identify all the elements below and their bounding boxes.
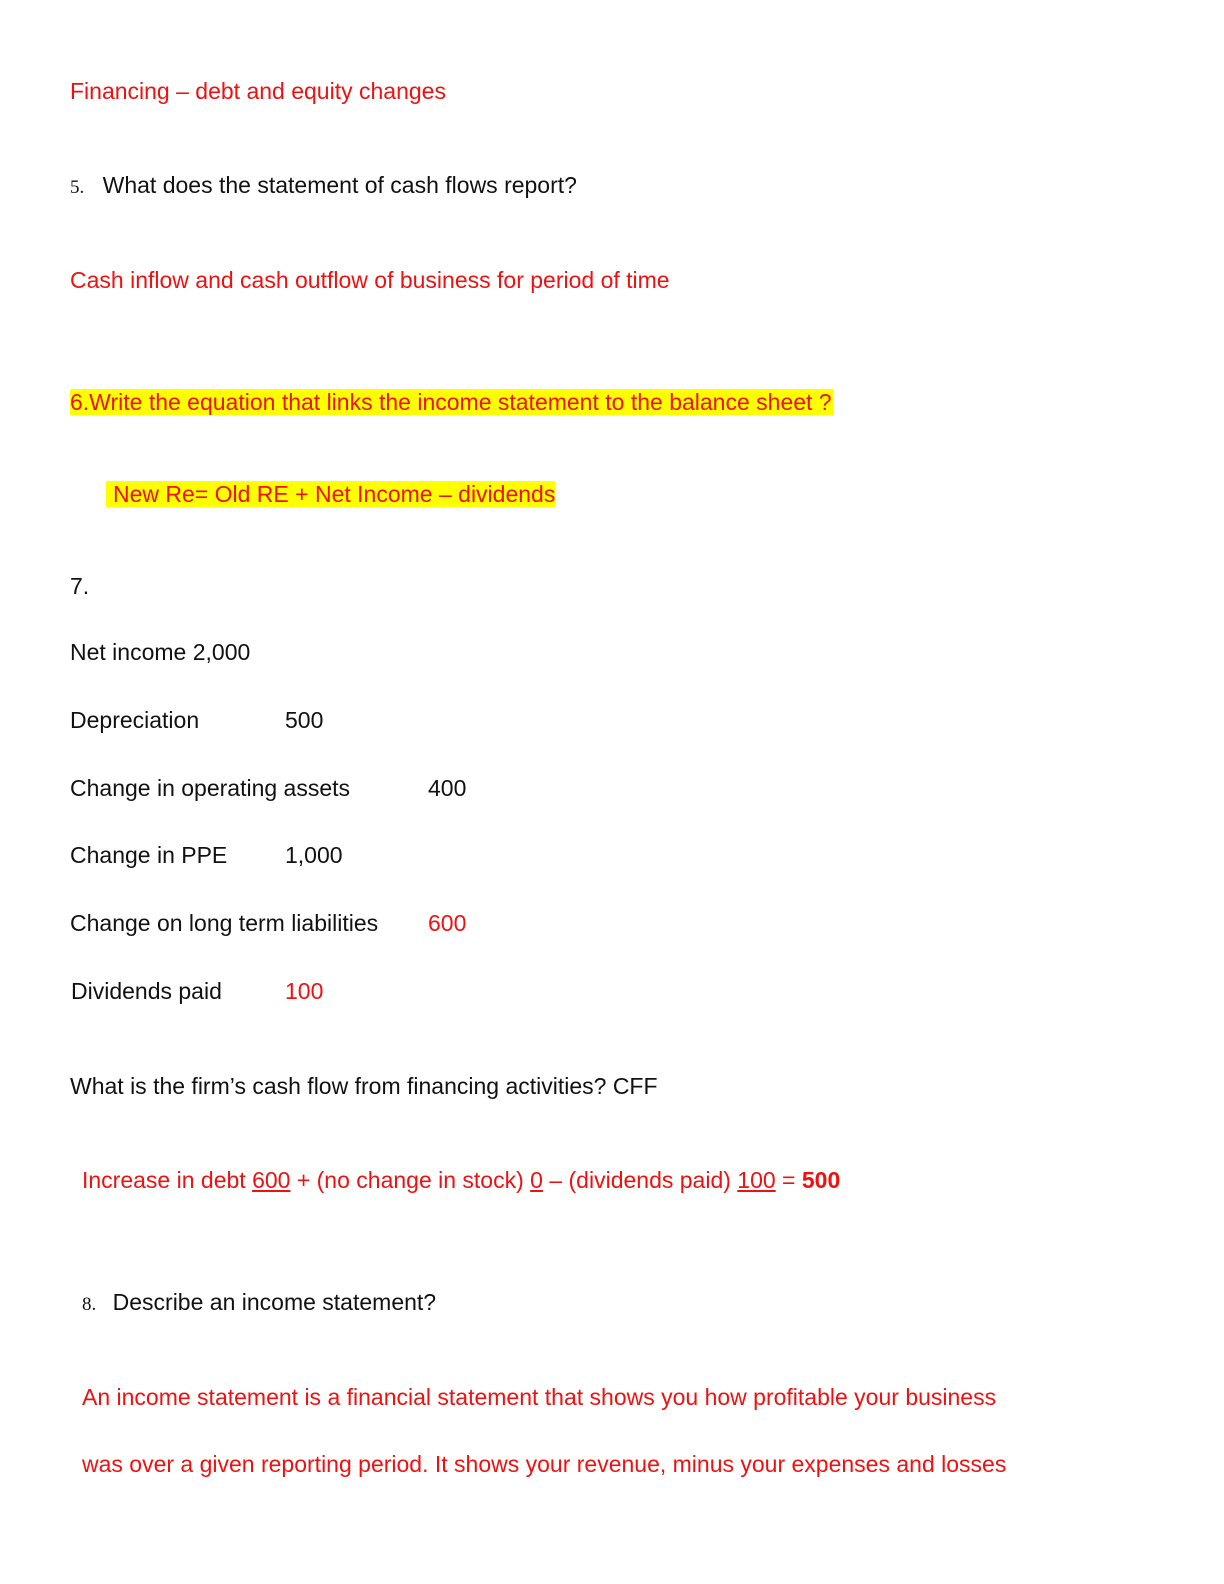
answer-7-part-dividends: – (dividends paid) [542, 1167, 738, 1193]
q7-item-ppe: Change in PPE [70, 842, 228, 868]
answer-7-dividends-value: 100 [737, 1167, 776, 1193]
question-8 [82, 1287, 436, 1320]
answer-5: Cash inflow and cash outflow of business for period of time [70, 267, 670, 293]
answer-6-equation: New Re= Old RE + Net Income – dividends [106, 481, 555, 507]
q7-value-ppe: 1,000 [285, 842, 343, 868]
question-8-text: Describe an income statement? [112, 1289, 437, 1315]
answer-7-equals: = [775, 1167, 802, 1193]
answer-7 [82, 1165, 840, 1195]
q7-value-long-term-liabilities: 600 [428, 910, 467, 936]
question-5-number: 5. [70, 177, 85, 198]
q7-item-depreciation: Depreciation [70, 707, 200, 733]
question-8-number: 8. [82, 1294, 97, 1315]
q7-item-long-term-liabilities: Change on long term liabilities [70, 910, 379, 936]
q7-value-depreciation: 500 [285, 707, 324, 733]
question-6-text: 6.Write the equation that links the income statement to the balance sheet ? [70, 389, 832, 415]
answer-7-stock-value: 0 [530, 1167, 543, 1193]
question-5-text: What does the statement of cash flows report? [102, 172, 577, 198]
question-5 [70, 170, 577, 203]
answer-7-total: 500 [801, 1167, 841, 1193]
financing-answer: Financing – debt and equity changes [70, 78, 446, 104]
answer-7-part-debt: Increase in debt [82, 1167, 253, 1193]
q7-item-dividends-paid: Dividends paid [71, 978, 222, 1004]
answer-8-line-1: An income statement is a financial statement that shows you how profitable your business [82, 1384, 997, 1410]
question-7-text: What is the firm’s cash flow from financing activities? CFF [70, 1073, 658, 1099]
answer-6 [106, 479, 555, 509]
answer-7-part-stock: + (no change in stock) [290, 1167, 531, 1193]
q7-item-net-income: Net income 2,000 [70, 639, 251, 665]
answer-8-line-2: was over a given reporting period. It shows your revenue, minus your expenses and losses [82, 1451, 1007, 1477]
question-6 [70, 387, 834, 417]
question-7-number: 7. [70, 573, 90, 599]
q7-item-operating-assets: Change in operating assets [70, 775, 351, 801]
q7-value-dividends-paid: 100 [285, 978, 324, 1004]
answer-7-debt-value: 600 [252, 1167, 291, 1193]
q7-value-operating-assets: 400 [428, 775, 467, 801]
